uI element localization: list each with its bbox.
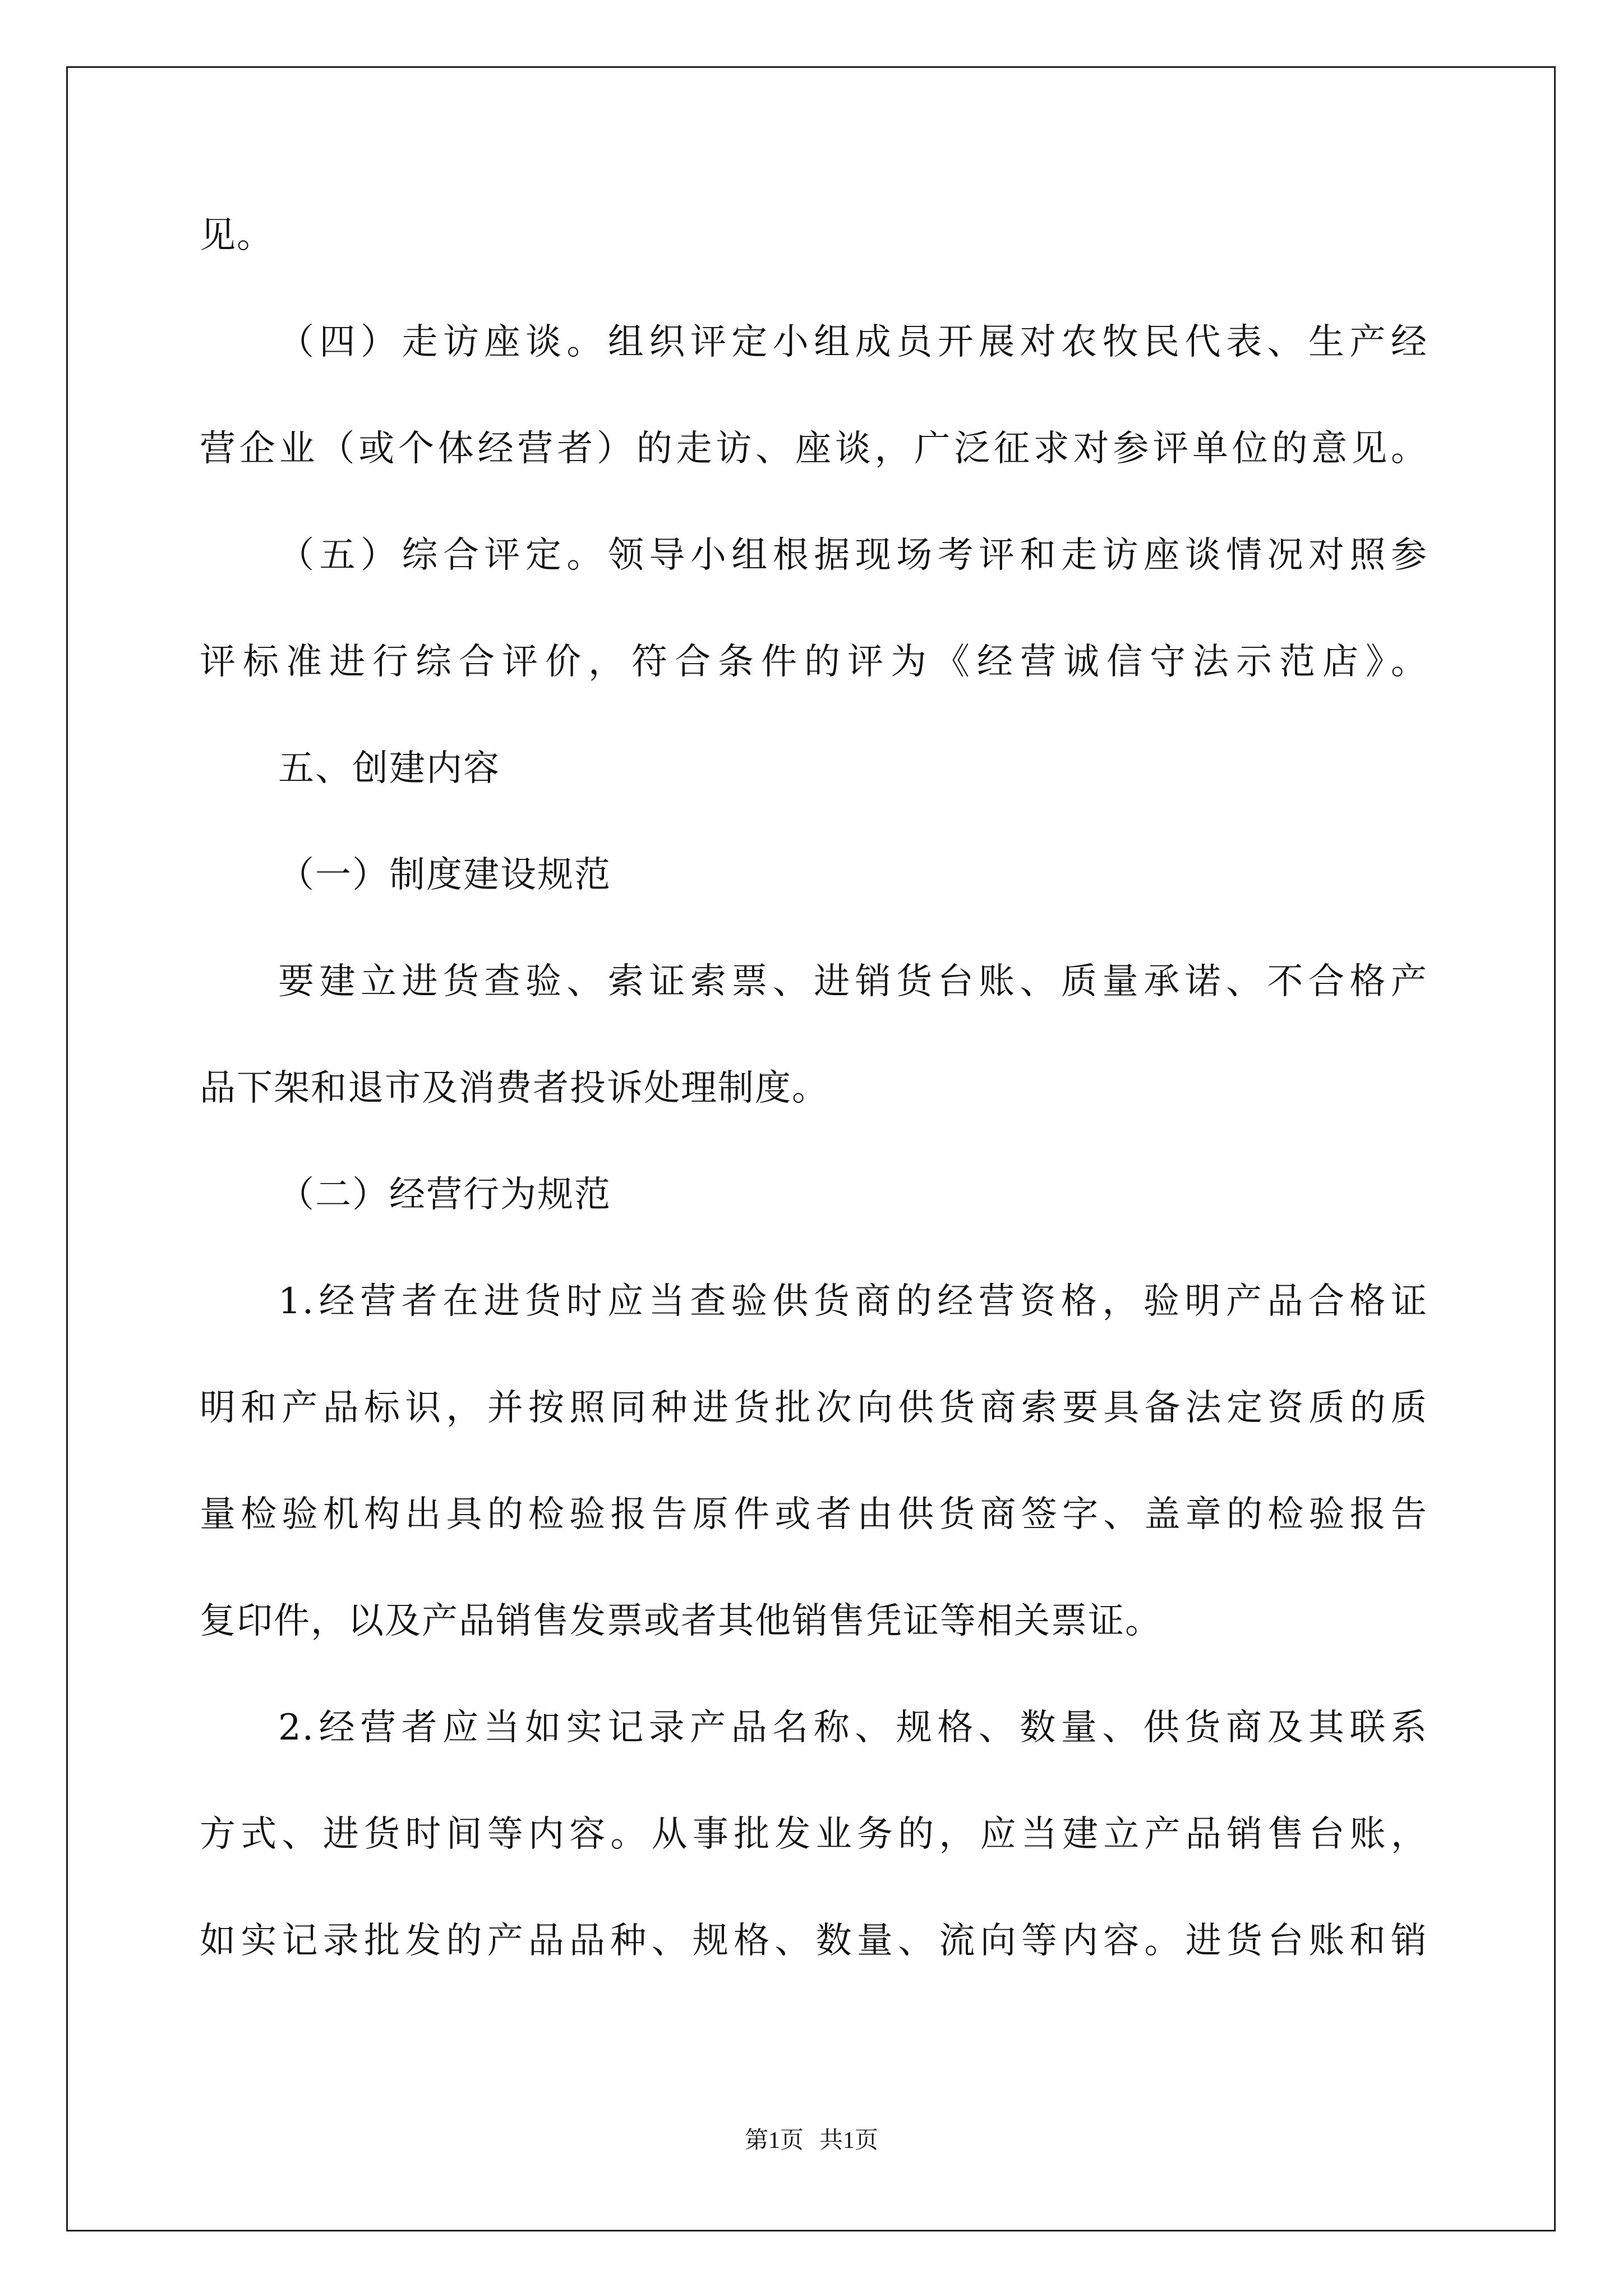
paragraph-line: 营企业（或个体经营者）的走访、座谈，广泛征求对参评单位的意见。 (200, 428, 1428, 470)
paragraph-line: （四）走访座谈。组织评定小组成员开展对农牧民代表、生产经 (278, 321, 1428, 363)
paragraph-line: 复印件，以及产品销售发票或者其他销售凭证等相关票证。 (200, 1600, 1162, 1642)
paragraph-line: 要建立进货查验、索证索票、进销货台账、质量承诺、不合格产 (278, 961, 1428, 1002)
paragraph-line: 1.经营者在进货时应当查验供货商的经营资格，验明产品合格证 (278, 1281, 1428, 1322)
page-total: 共1页 (819, 2128, 879, 2154)
paragraph-line: 2.经营者应当如实记录产品名称、规格、数量、供货商及其联系 (278, 1707, 1428, 1749)
page-footer (0, 2124, 1623, 2157)
subsection-heading: （二）经营行为规范 (278, 1174, 611, 1216)
paragraph-line: 评标准进行综合评价，符合条件的评为《经营诚信守法示范店》。 (200, 641, 1428, 683)
page-frame (66, 66, 1556, 2231)
paragraph-line: （五）综合评定。领导小组根据现场考评和走访座谈情况对照参 (278, 535, 1428, 576)
paragraph-line: 如实记录批发的产品品种、规格、数量、流向等内容。进货台账和销 (200, 1920, 1428, 1962)
paragraph-line: 品下架和退市及消费者投诉处理制度。 (200, 1068, 829, 1109)
paragraph-line: 见。 (200, 215, 274, 256)
paragraph-line: 量检验机构出具的检验报告原件或者由供货商签字、盖章的检验报告 (200, 1494, 1428, 1535)
page-number: 第1页 (744, 2128, 804, 2154)
paragraph-line: 明和产品标识，并按照同种进货批次向供货商索要具备法定资质的质 (200, 1387, 1428, 1429)
section-heading: 五、创建内容 (278, 748, 500, 789)
subsection-heading: （一）制度建设规范 (278, 854, 611, 896)
paragraph-line: 方式、进货时间等内容。从事批发业务的，应当建立产品销售台账， (200, 1814, 1428, 1855)
